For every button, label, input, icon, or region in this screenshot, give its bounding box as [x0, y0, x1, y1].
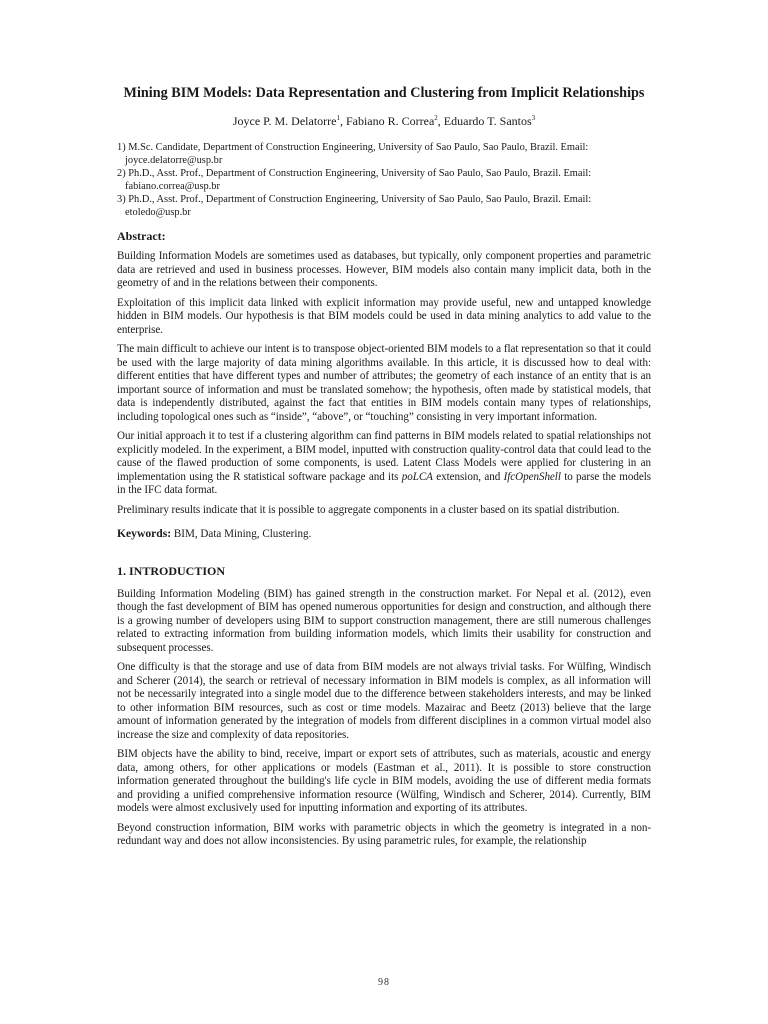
- intro-paragraph: Building Information Modeling (BIM) has gained strength in the construction market. For Nepal et al. (2012), even though the fast development of BIM has opened numerous opportunities for design and construction, and although there is a growing number of developers using BIM to support construction management, there are still numerous challenges related to extracting information from building information models, which limits their usability for construction and subsequent processes.: [117, 587, 651, 654]
- author-name: Joyce P. M. Delatorre: [232, 114, 337, 128]
- abstract-paragraph: The main difficult to achieve our intent is to transpose object-oriented BIM models to a flat representation so that it could be used with the large majority of data mining algorithms available. In this article, it is discussed how to deal with: different entities that have different types and number of attributes; the geometry of each instance of an entity that is an important source of information and must be translated somehow; the hypothesis, often made by statistical models, that data is independently distributed, against the fact that entities in BIM models contain many types of relationships, including topological ones such as “inside”, “above”, or “touching” consisting in very important information.: [117, 343, 651, 423]
- intro-paragraph: Beyond construction information, BIM works with parametric objects in which the geometry is integrated in a non-redundant way and does not allow inconsistencies. By using parametric rules, for example, the relationship: [117, 821, 651, 847]
- affiliation: [117, 167, 651, 193]
- affiliation-email: joyce.delatorre@usp.br: [125, 155, 223, 166]
- affiliation: [117, 141, 651, 167]
- affiliation-email: etoledo@usp.br: [125, 207, 191, 218]
- intro-paragraph: One difficulty is that the storage and use of data from BIM models are not always trivial tasks. For Wülfing, Windisch and Scherer (2014), the search or retrieval of necessary information in BIM models is complex, as all information will not be necessarily integrated into a single model due to the difference between stakeholders interests, and may be linked to other information BIM resources, such as cost or time models. Mazairac and Beetz (2013) believe that the large amount of information generated by the integration of models from different disciplines in a common virtual model also increase the size and complexity of data repositories.: [117, 661, 651, 741]
- affiliation-text: 3) Ph.D., Asst. Prof., Department of Construction Engineering, University of Sao Paulo, Sao Paulo, Brazil. Email:: [117, 194, 592, 205]
- paper-title: Mining BIM Models: Data Representation and Clustering from Implicit Relationships: [123, 85, 645, 101]
- abstract-paragraph: Building Information Models are sometimes used as databases, but typically, only component properties and parametric data are retrieved and used in business processes. However, BIM models also contain many implicit data, both in the geometry of and in the relations between their components.: [117, 250, 651, 289]
- abstract-text: to parse the models in the IFC data format.: [117, 470, 652, 496]
- intro-paragraph: BIM objects have the ability to bind, receive, impart or export sets of attributes, such as materials, acoustic and energy data, among others, for other applications or models (Eastman et al., 2011). It is possible to store construction information generated throughout the building's life cycle in BIM models, avoiding the use of different media formats and providing a unified comprehensive information resource (Wülfing, Windisch and Scherer, 2014). Currently, BIM models were almost exclusively used for inputting information and exporting of its attributes.: [117, 748, 651, 814]
- keywords-text: BIM, Data Mining, Clustering.: [171, 528, 312, 540]
- author-mark: 2: [434, 114, 438, 122]
- author-mark: 3: [531, 114, 536, 122]
- affiliation: [117, 193, 651, 219]
- abstract-heading: Abstract:: [117, 229, 166, 243]
- page-number: 98: [378, 977, 390, 988]
- author-name: Fabiano R. Correa: [345, 114, 435, 128]
- abstract-paragraph: Exploitation of this implicit data linked with explicit information may provide useful, new and untapped knowledge hidden in BIM models. Our hypothesis is that BIM models could be used in data mining analytics to add value to the enterprise.: [117, 296, 651, 336]
- keywords-line: [117, 527, 651, 542]
- keywords-label: Keywords:: [117, 527, 172, 540]
- author-name: Eduardo T. Santos: [443, 114, 532, 128]
- abstract-text: extension, and: [432, 470, 504, 483]
- affiliation-email: fabiano.correa@usp.br: [125, 181, 220, 192]
- affiliation-text: 2) Ph.D., Asst. Prof., Department of Construction Engineering, University of Sao Paulo, Sao Paulo, Brazil. Email:: [117, 168, 592, 179]
- package-name: poLCA: [401, 470, 433, 483]
- affiliation-text: 1) M.Sc. Candidate, Department of Construction Engineering, University of Sao Paulo, Sao Paulo, Brazil. Email:: [117, 142, 589, 153]
- abstract-paragraph: [117, 430, 651, 498]
- abstract-text: Our initial approach it to test if a clustering algorithm can find patterns in BIM models related to spatial relationships not explicitly modeled. In the experiment, a BIM model, inputted with construction quality-control data that could lead to the cause of the flawed production of some components, is used. Latent Class Models were applied for clustering in an implementation using the R statistical software package and its: [117, 430, 651, 483]
- author-list: Joyce P. M. Delatorre$^1$, Fabiano R. Correa$^2$, Eduardo T. Santos$^3$: [232, 114, 536, 128]
- section-heading: 1. INTRODUCTION: [117, 563, 226, 578]
- author-mark: 1: [336, 114, 340, 122]
- abstract-paragraph: Preliminary results indicate that it is possible to aggregate components in a cluster based on its spatial distribution.: [117, 503, 620, 516]
- paper-content: [117, 84, 651, 849]
- affiliation-list: [117, 141, 651, 219]
- tool-name: IfcOpenShell: [503, 470, 561, 483]
